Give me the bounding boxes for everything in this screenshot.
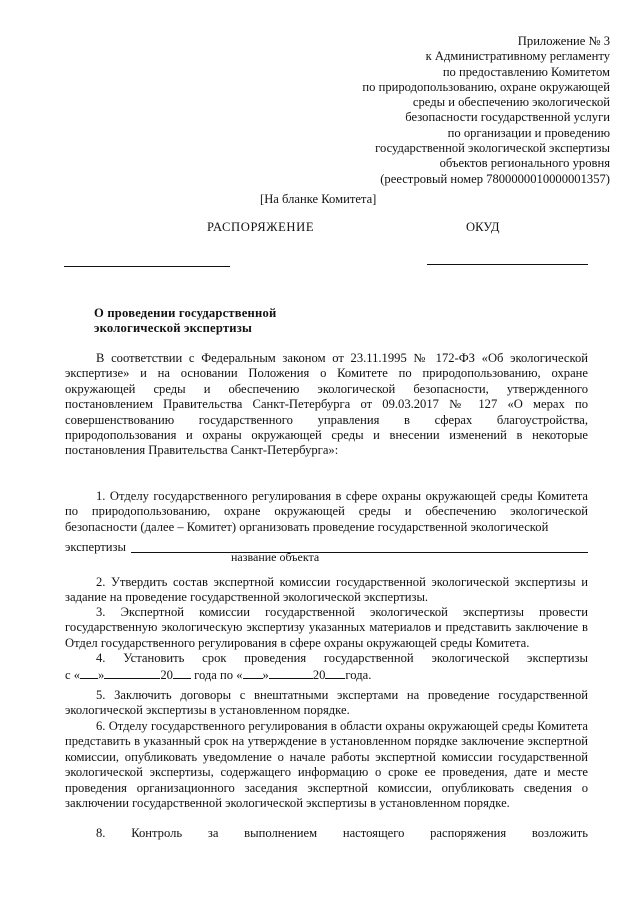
number-blank-line [427, 264, 588, 265]
day-from-blank [80, 666, 98, 679]
item-8-word: выполнением [244, 826, 318, 840]
item-1-tail: экспертизы [65, 540, 126, 554]
appendix-line: объектов регионального уровня [439, 156, 610, 171]
item-8-word: Контроль [131, 826, 183, 840]
date-blank-line [64, 266, 230, 267]
day-to-blank [243, 666, 263, 679]
letterhead-note: [На бланке Комитета] [260, 192, 377, 206]
object-name-underline [131, 552, 588, 553]
document-title: РАСПОРЯЖЕНИЕ [207, 220, 315, 234]
subject-line: экологической экспертизы [94, 320, 253, 335]
appendix-line: по предоставлению Комитетом [442, 64, 610, 79]
object-name-caption: название объекта [231, 550, 320, 564]
item-8-word: настоящего [342, 826, 405, 840]
subject-line: О проведении государственной [94, 306, 277, 320]
item-8-word: возложить [531, 826, 588, 840]
item-4-paragraph: 4. Установить срок проведения государственной экологической экспертизы [96, 651, 588, 665]
item-8-line [96, 826, 588, 841]
appendix-line: к Административному регламенту [425, 49, 610, 64]
appendix-line: по организации и проведению [447, 125, 610, 140]
deadline-dates [65, 666, 588, 683]
document-subject [94, 306, 276, 335]
month-to-blank [269, 666, 313, 679]
year-to-prefix: 20 [312, 668, 326, 682]
appendix-header [310, 34, 610, 187]
year-to-blank [325, 666, 345, 679]
item-8-word: 8. [96, 826, 106, 840]
appendix-line: государственной экологической экспертизы [375, 141, 610, 156]
item-5-paragraph: 5. Заключить договоры с внештатными экспертами на проведение государственной экологической экспертизы в установленном порядке. [65, 688, 588, 718]
appendix-line: Приложение № 3 [517, 34, 610, 48]
item-8-word: распоряжения [430, 826, 507, 840]
appendix-line: (реестровый номер 7800000010000001357) [380, 171, 610, 186]
date-end: года. [345, 668, 372, 682]
appendix-line: безопасности государственной услуги [405, 110, 610, 125]
appendix-line: среды и обеспечению экологической [412, 95, 610, 110]
year-from-prefix: 20 [160, 668, 173, 682]
month-from-blank [104, 666, 160, 679]
date-from-prefix: с « [65, 668, 81, 682]
item-3-paragraph: 3. Экспертной комиссии государственной экологической экспертизы провести государственную экологическую экспертизу указанных материалов и представить заключение в Отдел государственного регулирования в сфере охраны окружающей среды Комитета. [65, 605, 588, 650]
year-from-blank [173, 666, 191, 679]
item-2-paragraph: 2. Утвердить состав экспертной комиссии государственной экологической экспертизы и задание на проведение государственной экологической экспертизы. [65, 575, 588, 605]
quote-close: » [98, 668, 105, 682]
item-1-paragraph: 1. Отделу государственного регулирования в сфере охраны окружающей среды Комитета по природопользованию, охране окружающей среды и обеспечению экологической безопасности (далее – Комитет) организовать проведение государственной экологической [65, 489, 588, 534]
quote-close: » [262, 668, 269, 682]
object-name-field [65, 540, 588, 555]
appendix-line: по природопользованию, охране окружающей [362, 79, 610, 94]
date-to-text: года по « [194, 668, 243, 682]
item-8-word: за [207, 826, 219, 840]
item-6-paragraph: 6. Отделу государственного регулирования в области охраны окружающей среды Комитета представить в указанный срок на утверждение в установленном порядке заключение экспертной комиссии, опубликовать уведомление о начале работы экспертной комиссии государственной экологической экспертизы, содержащего информацию о сроке ее проведения, дате и месте проведения организационного заседания экспертной комиссии, опубликовать сведения о заключении государственной экологической экспертизы в установленном порядке. [65, 719, 588, 811]
preamble-paragraph: В соответствии с Федеральным законом от 23.11.1995 № 172-ФЗ «Об экологической экспертизе» и на основании Положения о Комитете по природопользованию, охране окружающей среды и обеспечению экологической безопасности, утвержденного постановлением Правительства Санкт-Петербурга от 09.03.2017 № 127 «О мерах по совершенствованию государственного управления в сферах благоустройства, природопользования и охраны окружающей среды и внесении изменений в некоторые постановления Правительства Санкт-Петербурга»: [65, 351, 588, 458]
okud-label: ОКУД [466, 220, 500, 234]
